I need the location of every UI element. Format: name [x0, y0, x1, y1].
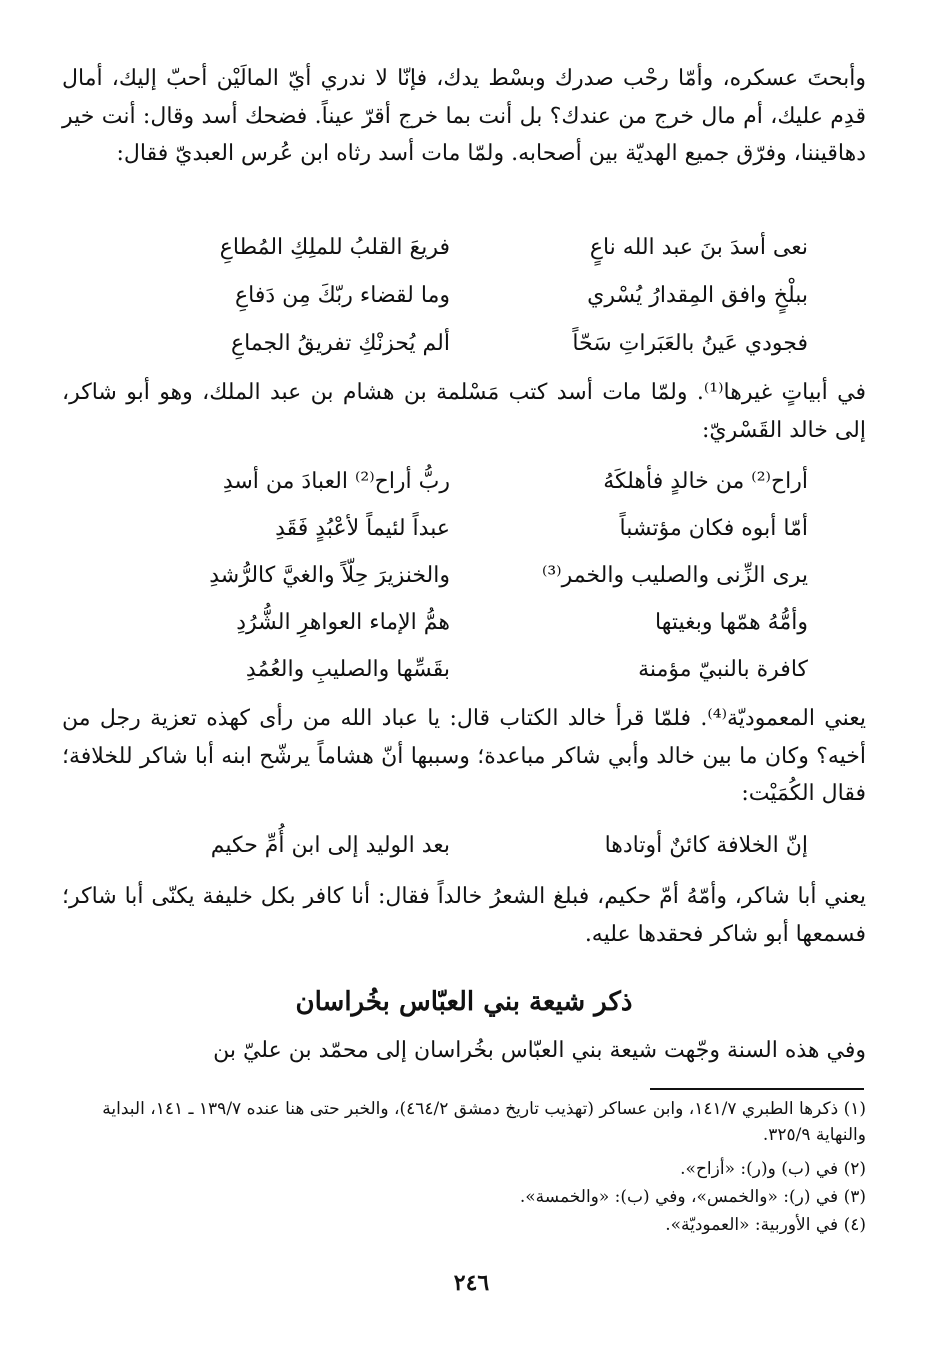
page-number: ٢٤٦ — [453, 1270, 490, 1296]
verse-first-hemistich: إنّ الخلافة كائنٌ أوتادها — [604, 833, 808, 858]
verse-first-hemistich: ببلْخٍ وافق المِقدارُ يُسْري — [587, 283, 808, 308]
verse-first-hemistich: وأمُّهُ همّها وبغيتها — [655, 610, 808, 635]
verse-first-hemistich: أمّا أبوه فكان مؤتشباً — [619, 516, 808, 541]
verse-line — [120, 552, 808, 600]
verse-line — [120, 505, 808, 553]
verse-first-hemistich: يرى الزِّنى والصليب والخمر⁽³⁾ — [541, 563, 808, 588]
verse-first-hemistich: كافرة بالنبيّ مؤمنة — [638, 657, 808, 682]
verse-second-hemistich: عبداً لئيماً لأعْبُدٍ فَقَدِ — [275, 516, 450, 541]
paragraph-maslama-letter: في أبياتٍ غيرها⁽¹⁾. ولمّا مات أسد كتب مَسْلمة بن هشام بن عبد الملك، وهو أبو شاكر، إلى خالد القَسْريّ: — [62, 380, 866, 443]
paragraph-shia-khurasan: وفي هذه السنة وجّهت شيعة بني العبّاس بخُراسان إلى محمّد بن عليّ بن — [213, 1038, 866, 1063]
footnote-4: (٤) في الأوربية: «العموديّة». — [665, 1215, 866, 1235]
footnote-2: (٢) في (ب) و(ر): «أزاح». — [680, 1159, 866, 1179]
verse-line — [120, 320, 808, 368]
paragraph-asad-gift: وأبحتَ عسكره، وأمّا رحْب صدرك وبسْط يدك، فإنّا لا ندري أيّ المالَيْن أحبّ إليك، أمال قدِم عليك، أم مال خرج من عندك؟ بل أنت بما خرج أقرّ عيناً. فضحك أسد وقال: أنت خير دهاقيننا، وفرّق جميع الهديّة بين أصحابه. ولمّا مات أسد رثاه ابن عُرس العبديّ فقال: — [62, 66, 866, 166]
verse-line — [120, 458, 808, 506]
verse-first-hemistich: أراح⁽²⁾ من خالدٍ فأهلكَهُ — [603, 469, 808, 494]
verse-line — [120, 224, 808, 272]
footnote-divider — [650, 1088, 864, 1090]
paragraph-abu-shakir: يعني أبا شاكر، وأمّهُ أمّ حكيم، فبلغ الشعرُ خالداً فقال: أنا كافر بكل خليفة يكنّى أبا شاكر؛ فسمعها أبو شاكر فحقدها عليه. — [62, 884, 866, 947]
verse-second-hemistich: والخنزيرَ حِلّاً والغيَّ كالرُّشدِ — [209, 563, 450, 588]
paragraph-khalid-reply: يعني المعموديّة⁽⁴⁾. فلمّا قرأ خالد الكتاب قال: يا عباد الله من رأى كهذه تعزية رجل من أخيه؟ وكان ما بين خالد وأبي شاكر مباعدة؛ وسببها أنّ هشاماً يرشّح ابنه أبا شاكر للخلافة؛ فقال الكُمَيْت: — [62, 706, 866, 806]
verse-second-hemistich: ألم يُحزنْكِ تفريقُ الجماعِ — [231, 331, 450, 356]
verse-line — [120, 822, 808, 870]
verse-second-hemistich: همُّ الإماء العواهرِ الشُّرُدِ — [236, 610, 450, 635]
verse-second-hemistich: فريعَ القلبُ للملِكِ المُطاعِ — [219, 235, 450, 260]
verse-second-hemistich: وما لقضاء ربّكَ مِن دَفاعِ — [234, 283, 450, 308]
verse-first-hemistich: نعى أسدَ بنَ عبد الله ناعٍ — [589, 235, 808, 260]
footnote-3: (٣) في (ر): «والخمس»، وفي (ب): «والخمسة». — [519, 1187, 866, 1207]
section-heading: ذكر شيعة بني العبّاس بخُراسان — [295, 987, 633, 1017]
verse-second-hemistich: بعد الوليد إلى ابن أُمِّ حكيم — [210, 833, 450, 858]
footnote-1: (١) ذكرها الطبري ١٤١/٧، وابن عساكر (تهذيب تاريخ دمشق ٤٦٤/٢)، والخبر حتى هنا عنده ١٣٩/٧ ـ ١٤١، البداية والنهاية ٣٢٥/٩. — [102, 1099, 866, 1145]
verse-line — [120, 646, 808, 694]
verse-second-hemistich: ربُّ أراح⁽²⁾ العبادَ من أسدِ — [222, 469, 450, 494]
verse-line — [120, 599, 808, 647]
verse-line — [120, 272, 808, 320]
verse-first-hemistich: فجودي عَينُ بالعَبَراتِ سَحّاً — [572, 331, 808, 356]
verse-second-hemistich: بقَسِّها والصليبِ والعُمُدِ — [245, 657, 450, 682]
